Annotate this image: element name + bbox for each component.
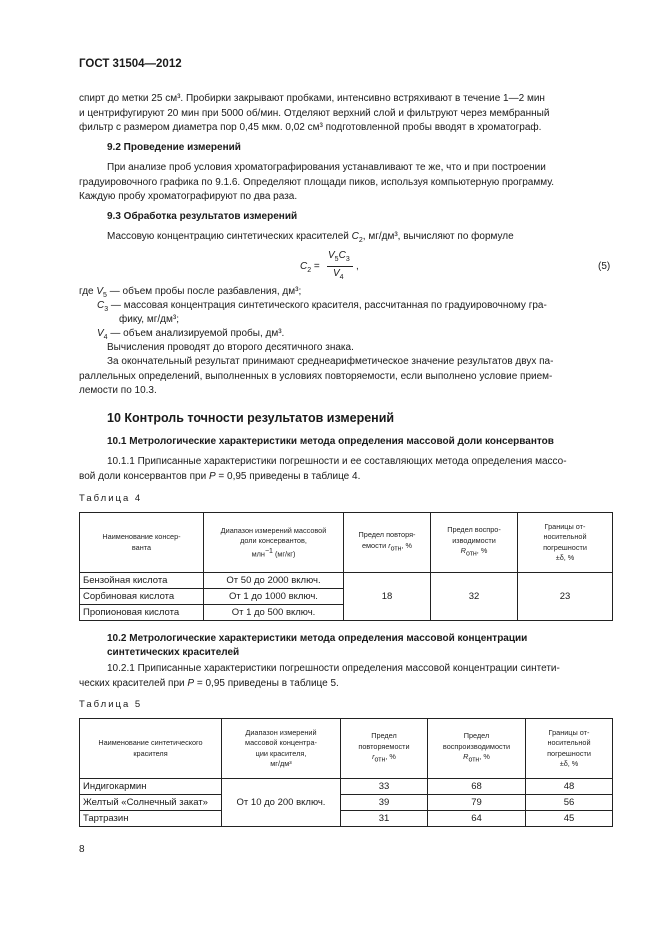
formula-comma: ,: [356, 261, 359, 272]
table-4-caption: Таблица 4: [79, 493, 143, 504]
intro-line-2: и центрифугируют 20 мин при 5000 об/мин. Отделяют верхний слой и фильтруют через мембранный: [79, 107, 550, 119]
t4-header-name: Наименование консер- ванта: [80, 513, 204, 573]
s9-2-line-1: При анализе проб условия хроматографирования устанавливают те же, что и при построении: [107, 162, 546, 173]
table-row: [80, 573, 613, 589]
formula-fraction-bar: [327, 266, 353, 267]
t5-range: От 10 до 200 включ.: [222, 779, 341, 827]
t4-header-reprod: Предел воспро- изводимости $R_{отн}$, %: [431, 513, 518, 573]
formula-5: [300, 250, 380, 286]
section-9-2-paragraph: [79, 161, 613, 205]
t4-header-repeat: Предел повторя- емости $r_{отн}$, %: [344, 513, 431, 573]
t5-row-1-error: 48: [526, 779, 613, 795]
intro-line-3: фильтр с размером диаметра пор 0,45 мкм. 0,02 см³ подготовленной пробы вводят в хроматограф.: [79, 122, 542, 134]
t5-row-1-reprod: 68: [428, 779, 526, 795]
table-5-caption: Таблица 5: [79, 699, 143, 710]
t5-header-name: Наименование синтетического красителя: [80, 719, 222, 779]
t4-row-3-name: Пропионовая кислота: [80, 605, 204, 621]
t5-row-1-repeat: 33: [341, 779, 428, 795]
table-4: [79, 512, 613, 621]
s10-1-1-paragraph: 10.1.1 Приписанные характеристики погрешности и ее составляющих метода определения массо- вой доли консервантов при P = 0,95 приведены в таблице 4.: [79, 456, 567, 482]
intro-line-1: спирт до метки 25 см³. Пробирки закрывают пробками, интенсивно встряхивают в течение 1—2 мин: [79, 93, 545, 104]
section-10-1-title: 10.1 Метрологические характеристики метода определения массовой доли консервантов: [107, 436, 554, 447]
table-row: [80, 795, 613, 811]
section-9-3-title: 9.3 Обработка результатов измерений: [107, 211, 298, 222]
t5-row-2-reprod: 79: [428, 795, 526, 811]
t5-row-3-error: 45: [526, 811, 613, 827]
section-10-title: 10 Контроль точности результатов измерений: [107, 411, 395, 425]
where-c3: $C_3$ — массовая концентрация синтетического красителя, рассчитанная по градуировочному гра-: [97, 300, 547, 313]
t5-header-repeat: Предел повторяемости $r_{отн}$, %: [341, 719, 428, 779]
t4-row-1-name: Бензойная кислота: [80, 573, 204, 589]
t4-row-2-name: Сорбиновая кислота: [80, 589, 204, 605]
t5-row-2-repeat: 39: [341, 795, 428, 811]
t4-row-2-range: От 1 до 1000 включ.: [204, 589, 344, 605]
t4-repeat: 18: [344, 573, 431, 621]
where-c3-cont: фику, мг/дм³;: [119, 314, 179, 325]
s9-2-line-2: градуировочного графика по 9.1.6. Определяют площади пиков, используя компьютерную программу.: [79, 176, 554, 188]
where-v5: где $V_5$ — объем пробы после разбавления, дм³;: [79, 286, 302, 299]
formula-numerator: $V_5C_3$: [328, 250, 350, 263]
intro-paragraph: [79, 92, 613, 136]
s9-3-intro: Массовую концентрацию синтетических красителей $C_2$, мг/дм³, вычисляют по формуле: [107, 231, 514, 244]
t5-row-1-name: Индигокармин: [80, 779, 222, 795]
t4-error: 23: [518, 573, 613, 621]
where-v4: $V_4$ — объем анализируемой пробы, дм³.: [97, 328, 285, 341]
t4-reprod: 32: [431, 573, 518, 621]
t4-row-3-range: От 1 до 500 включ.: [204, 605, 344, 621]
table-5: [79, 718, 613, 827]
t5-header-reprod: Предел воспроизводимости $R_{отн}$, %: [428, 719, 526, 779]
page-number: 8: [79, 844, 85, 855]
section-9-2-title: 9.2 Проведение измерений: [107, 142, 241, 153]
s9-3-p1: Вычисления проводят до второго десятичного знака.: [107, 342, 354, 353]
s10-2-1-paragraph: 10.2.1 Приписанные характеристики погрешности определения массовой концентрации синтети- ческих красителей при P = 0,95 приведены в таблице 5.: [79, 663, 560, 689]
t5-row-2-name: Желтый «Солнечный закат»: [80, 795, 222, 811]
t4-header-error: Границы от- носительной погрешности ±δ, %: [518, 513, 613, 573]
t5-header-range: Диапазон измерений массовой концентра- ции красителя, мг/дм³: [222, 719, 341, 779]
t4-row-1-range: От 50 до 2000 включ.: [204, 573, 344, 589]
t5-row-3-name: Тартразин: [80, 811, 222, 827]
table-row: [80, 779, 613, 795]
t5-row-3-reprod: 64: [428, 811, 526, 827]
t5-row-3-repeat: 31: [341, 811, 428, 827]
t4-header-range: Диапазон измерений массовой доли консервантов, млн$^{-1}$ (мг/кг): [204, 513, 344, 573]
table-row: [80, 811, 613, 827]
formula-denominator: $V_4$: [333, 268, 344, 281]
formula-number: (5): [598, 261, 611, 272]
document-header: ГОСТ 31504—2012: [79, 58, 182, 70]
s9-2-line-3: Каждую пробу хроматографируют по два раза.: [79, 191, 298, 203]
formula-lhs: $C_2$ =: [300, 261, 320, 274]
s9-3-p2: За окончательный результат принимают среднеарифметическое значение результатов двух па- раллельных определений, выполненных в условиях повторяемости, если выполнено условие прием- лемости по 10.3.: [79, 356, 554, 397]
t5-header-error: Границы от- носительной погрешности ±δ, %: [526, 719, 613, 779]
section-10-2-title: 10.2 Метрологические характеристики метода определения массовой концентрации синтетических красителей: [107, 633, 528, 658]
t5-row-2-error: 56: [526, 795, 613, 811]
